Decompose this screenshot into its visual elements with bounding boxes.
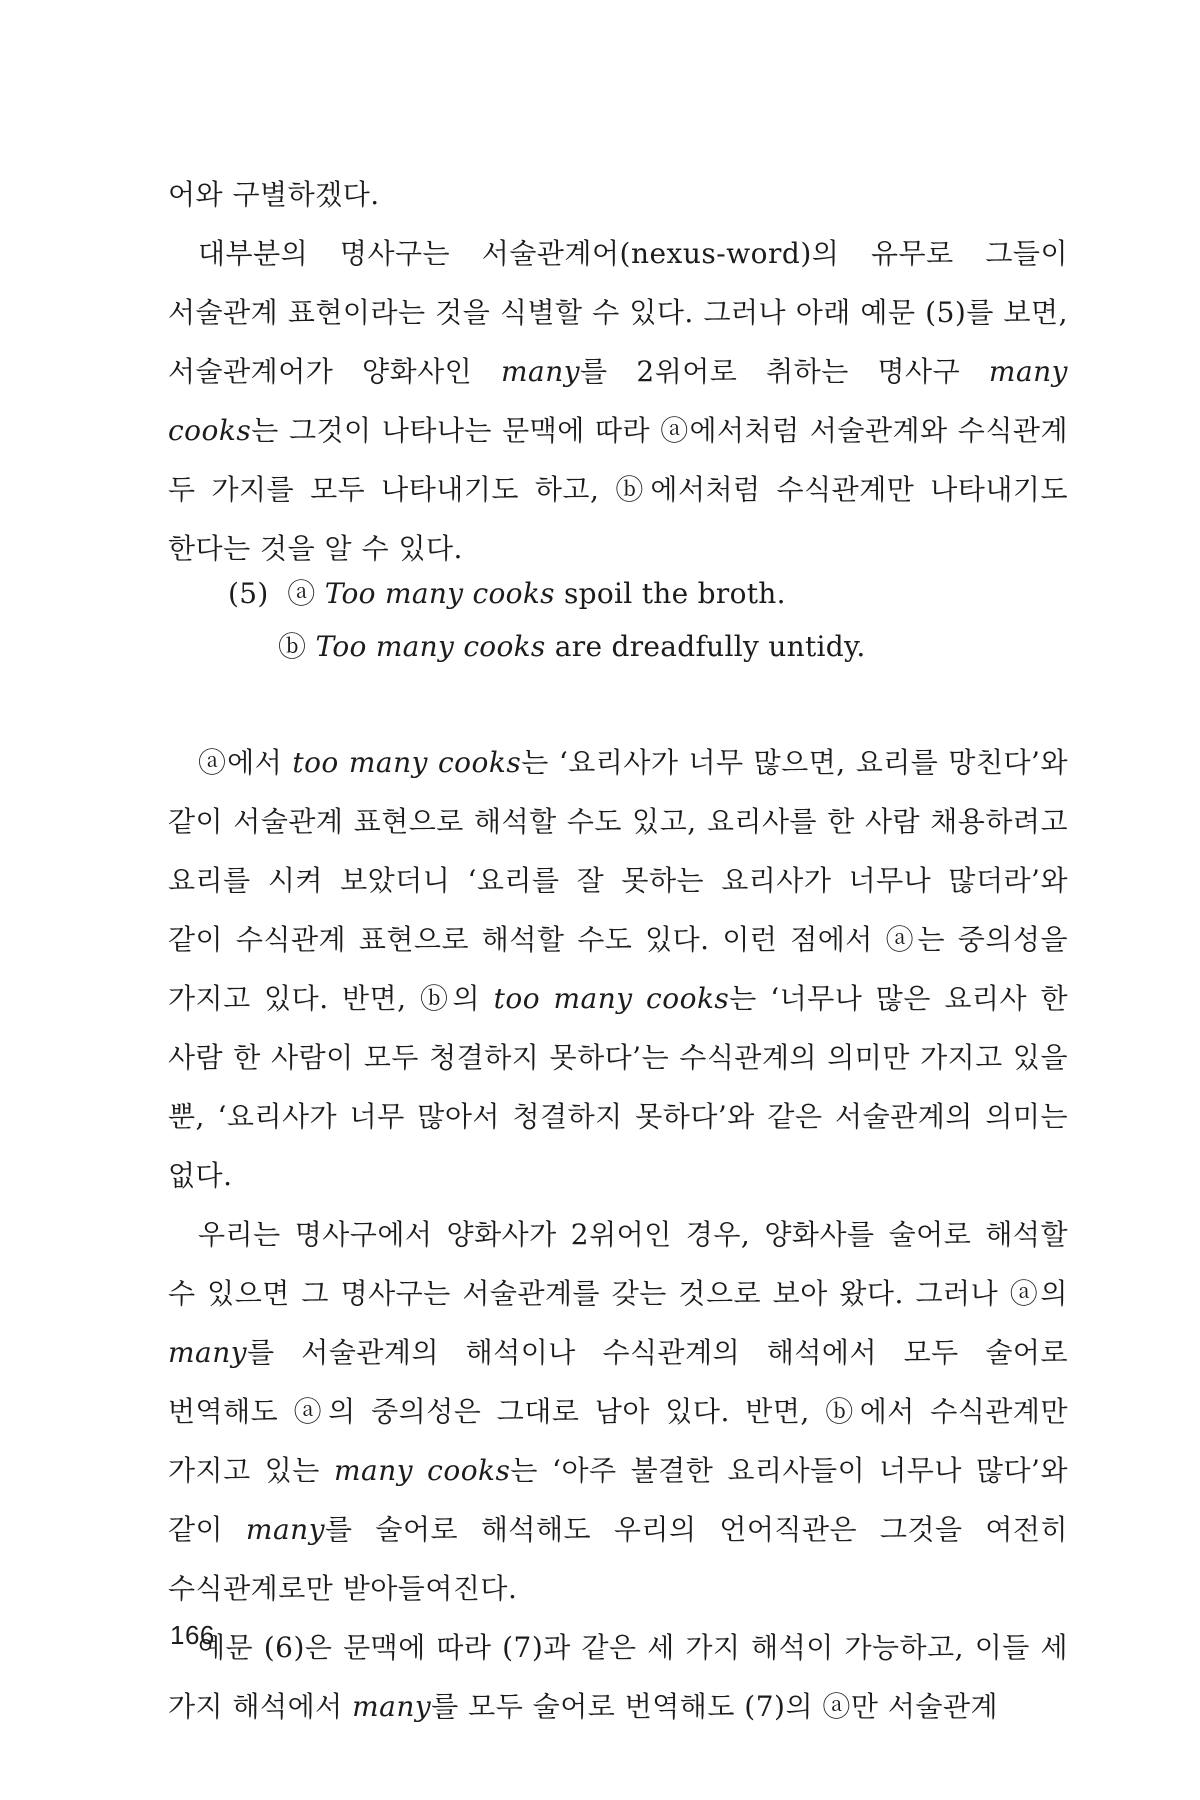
text-run: 를 모두 술어로 번역해도 (7)의 ⓐ만 서술관계 xyxy=(431,1690,999,1723)
paragraph xyxy=(168,224,1068,578)
text-run: 는 ‘요리사가 너무 많으면, 요리를 망친다’와 같이 서술관계 표현으로 해석할 수도 있고, 요리사를 한 사람 채용하려고 요리를 시켜 보았더니 ‘요리를 잘 못하는 요리사가 너무나 많더라’와 같이 수식관계 표현으로 해석할 수도 있다. 이런 점에서 ⓐ는 중의성을 가지고 있다. 반면, ⓑ의 xyxy=(168,746,1068,1015)
text-run: 를 서술관계의 해석이나 수식관계의 해석에서 모두 술어로 번역해도 ⓐ의 중의성은 그대로 남아 있다. 반면, ⓑ에서 수식관계만 가지고 있는 xyxy=(168,1336,1068,1487)
text-run: 대부분의 명사구는 서술관계어(nexus-word)의 유무로 그들이 서술관계 표현이라는 것을 식별할 수 있다. 그러나 아래 예문 (5)를 보면, 서술관계어가 양화사인 xyxy=(168,237,1068,388)
italic-term: Too many cooks xyxy=(315,630,546,663)
text-run: 는 ‘너무나 많은 요리사 한 사람 한 사람이 모두 청결하지 못하다’는 수식관계의 의미만 가지고 있을 뿐, ‘요리사가 너무 많아서 청결하지 못하다’와 같은 서술관계의 의미는 없다. xyxy=(168,982,1069,1192)
italic-term: many xyxy=(352,1690,432,1723)
example-number: (5) xyxy=(228,577,269,610)
text-section-2 xyxy=(168,733,1068,1736)
example-line-a xyxy=(228,574,786,614)
example-marker: ⓐ xyxy=(287,577,316,610)
text-run: 는 그것이 나타나는 문맥에 따라 ⓐ에서처럼 서술관계와 수식관계 두 가지를 모두 나타내기도 하고, ⓑ에서처럼 수식관계만 나타내기도 한다는 것을 알 수 있다. xyxy=(168,414,1068,565)
text-run: 우리는 명사구에서 양화사가 2위어인 경우, 양화사를 술어로 해석할 수 있으면 그 명사구는 서술관계를 갖는 것으로 보아 왔다. 그러나 ⓐ의 xyxy=(168,1218,1068,1310)
text-run: 어와 구별하겠다. xyxy=(168,178,380,211)
italic-term: many cooks xyxy=(168,355,1068,447)
paragraph-continuation xyxy=(168,165,1068,224)
italic-term: many cooks xyxy=(333,1454,511,1487)
italic-term: too many cooks xyxy=(493,982,730,1015)
page-number: 166 xyxy=(170,1620,215,1650)
italic-term: Too many cooks xyxy=(324,577,555,610)
paragraph xyxy=(168,733,1068,1205)
italic-term: many xyxy=(168,1336,248,1369)
italic-term: many xyxy=(500,355,581,388)
example-line-b xyxy=(278,627,866,667)
text-run: ⓐ에서 xyxy=(198,746,293,779)
text-section-1 xyxy=(168,165,1068,578)
text-run: 를 술어로 해석해도 우리의 언어직관은 그것을 여전히 수식관계로만 받아들여진다. xyxy=(168,1513,1068,1605)
example-text: are dreadfully untidy. xyxy=(545,630,866,663)
text-run: 예문 (6)은 문맥에 따라 (7)과 같은 세 가지 해석이 가능하고, 이들 세 가지 해석에서 xyxy=(168,1631,1068,1723)
example-marker: ⓑ xyxy=(278,630,307,663)
example-text: spoil the broth. xyxy=(554,577,786,610)
italic-term: many xyxy=(245,1513,326,1546)
text-run: 는 ‘아주 불결한 요리사들이 너무나 많다’와 같이 xyxy=(168,1454,1069,1546)
text-run: 를 2위어로 취하는 명사구 xyxy=(580,355,989,388)
italic-term: too many cooks xyxy=(292,746,522,779)
paragraph xyxy=(168,1618,1068,1736)
paragraph xyxy=(168,1205,1068,1618)
